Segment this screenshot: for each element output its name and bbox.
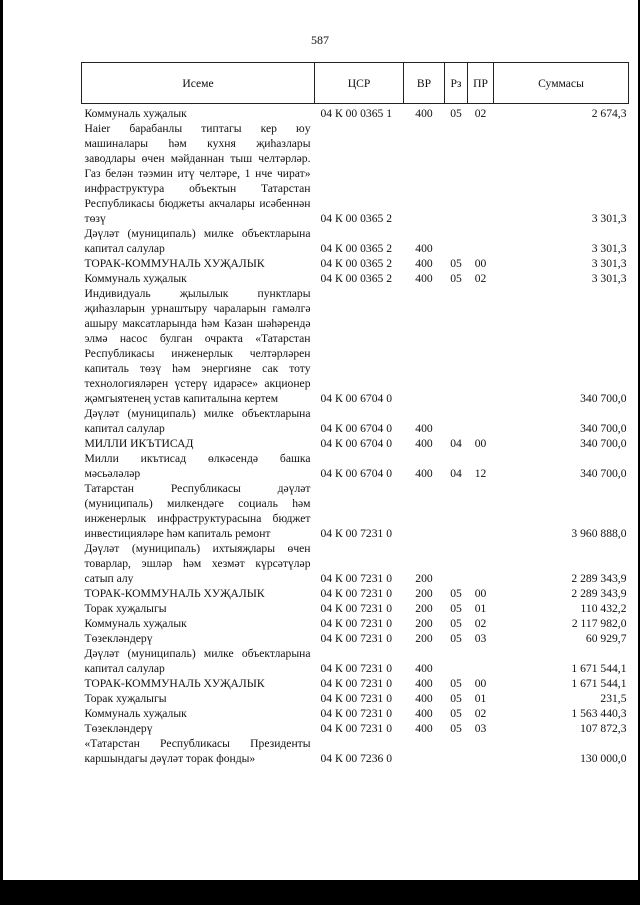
cell-name: Haier барабанлы типтагы кер юу машиналары һәм кухня җиһазлары заводлары өчен мәйданнан тыш челтәрләр. Газ белән тәэмин итү челтәре, 1 нче чират» инфраструктура объектын Татарстан Республикасы бюджеты акчалары исәбеннән төзү [84, 122, 311, 225]
table-row [82, 691, 629, 706]
cell-name: Татарстан Республикасы дәүләт (муниципаль) милкендәге социаль һәм инженерлык инфраструктурасына бюджет инвестицияләре һәм капиталь ремонт [84, 482, 311, 540]
cell-pr [468, 286, 494, 406]
cell-csr: 04 К 00 7236 0 [320, 752, 392, 765]
cell-name: Коммуналь хуҗалык [84, 707, 187, 720]
table-row [82, 646, 629, 676]
cell-vr: 200 [415, 617, 433, 630]
header-vr: ВР [404, 63, 445, 104]
cell-pr [468, 481, 494, 541]
cell-name: Төзекләндерү [84, 632, 153, 645]
cell-sum: 130 000,0 [580, 752, 627, 765]
table-row [82, 541, 629, 586]
cell-vr: 400 [415, 707, 433, 720]
cell-csr: 04 К 00 7231 0 [320, 692, 392, 705]
cell-csr: 04 К 00 0365 2 [320, 212, 392, 225]
cell-sum: 3 960 888,0 [571, 527, 627, 540]
cell-vr: 400 [415, 677, 433, 690]
cell-pr [468, 736, 494, 766]
cell-pr: 03 [474, 632, 487, 645]
cell-pr: 02 [474, 617, 487, 630]
cell-rz: 04 [450, 437, 462, 450]
cell-sum: 1 671 544,1 [571, 677, 627, 690]
cell-name: ТОРАК-КОММУНАЛЬ ХУҖАЛЫК [84, 257, 265, 270]
cell-vr: 400 [415, 107, 433, 120]
cell-pr: 00 [474, 677, 487, 690]
cell-name: Индивидуаль җылылык пунктлары җиһазларын урнаштыру чараларын гамәлгә ашыру максатларында һәм Казан шәһәрендә элмә насос булган очракта «Татарстан Республикасы инженерлык челтәрләрен капиталь төзү һәм энергияне сак тоту технологияләрен үстерү идарәсе» акционер җәмгыятенең устав капиталына кертем [84, 287, 311, 405]
header-row [82, 63, 629, 104]
cell-vr [404, 736, 445, 766]
header-name: Исеме [82, 63, 315, 104]
header-rz: Рз [445, 63, 468, 104]
cell-rz [445, 481, 468, 541]
cell-csr: 04 К 00 6704 0 [320, 392, 392, 405]
cell-pr [468, 226, 494, 256]
table-row [82, 676, 629, 691]
cell-rz: 05 [450, 677, 462, 690]
cell-pr: 03 [474, 722, 487, 735]
page-number: 587 [311, 33, 329, 47]
table-row [82, 616, 629, 631]
cell-rz: 05 [450, 602, 462, 615]
cell-rz: 05 [450, 587, 462, 600]
cell-pr: 01 [474, 692, 487, 705]
cell-name: Дәүләт (муниципаль) милке объектларына капитал салулар [84, 227, 311, 255]
cell-csr: 04 К 00 0365 2 [320, 242, 392, 255]
cell-vr: 400 [415, 437, 433, 450]
table-header [82, 63, 629, 104]
cell-csr: 04 К 00 7231 0 [320, 677, 392, 690]
table-row [82, 481, 629, 541]
cell-csr: 04 К 00 7231 0 [320, 587, 392, 600]
cell-pr: 01 [474, 602, 487, 615]
table-row [82, 271, 629, 286]
cell-csr: 04 К 00 6704 0 [320, 437, 392, 450]
cell-sum: 3 301,3 [591, 212, 627, 225]
cell-vr: 400 [415, 662, 433, 675]
cell-csr: 04 К 00 7231 0 [320, 617, 392, 630]
cell-name: ТОРАК-КОММУНАЛЬ ХУҖАЛЫК [84, 587, 265, 600]
table-row [82, 436, 629, 451]
cell-name: Дәүләт (муниципаль) милке объектларына капитал салулар [84, 407, 311, 435]
table-row [82, 631, 629, 646]
cell-vr: 200 [415, 572, 433, 585]
cell-rz: 05 [450, 272, 462, 285]
cell-sum: 1 563 440,3 [571, 707, 627, 720]
cell-csr: 04 К 00 7231 0 [320, 527, 392, 540]
cell-rz: 05 [450, 257, 462, 270]
scan-border-left [0, 0, 3, 905]
cell-name: Дәүләт (муниципаль) ихтыяҗлары өчен товарлар, эшләр һәм хезмәт күрсәтүләр сатып алу [84, 542, 311, 585]
cell-vr: 400 [415, 242, 433, 255]
cell-vr: 200 [415, 602, 433, 615]
cell-rz [445, 541, 468, 586]
cell-vr: 400 [415, 692, 433, 705]
cell-csr: 04 К 00 0365 2 [320, 257, 392, 270]
cell-vr: 400 [415, 722, 433, 735]
table-row [82, 586, 629, 601]
cell-pr: 02 [474, 707, 487, 720]
cell-sum: 110 432,2 [580, 602, 627, 615]
cell-sum: 107 872,3 [580, 722, 627, 735]
cell-rz: 05 [450, 722, 462, 735]
cell-name: Коммуналь хуҗалык [84, 107, 187, 120]
cell-sum: 2 289 343,9 [571, 572, 627, 585]
cell-sum: 340 700,0 [580, 437, 627, 450]
cell-csr: 04 К 00 6704 0 [320, 467, 392, 480]
table-body [82, 104, 629, 767]
cell-pr [468, 541, 494, 586]
cell-pr [468, 406, 494, 436]
cell-rz [445, 121, 468, 226]
cell-name: МИЛЛИ ИКЪТИСАД [84, 437, 194, 450]
cell-name: Төзекләндерү [84, 722, 153, 735]
cell-sum: 231,5 [600, 692, 627, 705]
cell-sum: 1 671 544,1 [571, 662, 627, 675]
cell-csr: 04 К 00 0365 2 [320, 272, 392, 285]
cell-sum: 3 301,3 [591, 242, 627, 255]
cell-rz [445, 406, 468, 436]
cell-vr: 400 [415, 467, 433, 480]
cell-pr: 02 [474, 272, 487, 285]
cell-name: «Татарстан Республикасы Президенты каршындагы дәүләт торак фонды» [84, 737, 311, 765]
cell-name: Дәүләт (муниципаль) милке объектларына капитал салулар [84, 647, 311, 675]
cell-vr: 200 [415, 587, 433, 600]
cell-csr: 04 К 00 7231 0 [320, 662, 392, 675]
cell-sum: 60 929,7 [585, 632, 627, 645]
cell-rz: 05 [450, 632, 462, 645]
header-sum: Суммасы [494, 63, 629, 104]
cell-rz: 05 [450, 617, 462, 630]
cell-vr [404, 481, 445, 541]
cell-csr: 04 К 00 7231 0 [320, 707, 392, 720]
cell-csr: 04 К 00 7231 0 [320, 572, 392, 585]
cell-vr [404, 286, 445, 406]
cell-pr: 00 [474, 437, 487, 450]
table-row [82, 286, 629, 406]
cell-pr: 02 [474, 107, 487, 120]
table-row [82, 406, 629, 436]
cell-sum: 3 301,3 [591, 257, 627, 270]
cell-sum: 3 301,3 [591, 272, 627, 285]
cell-csr: 04 К 00 7231 0 [320, 632, 392, 645]
budget-table [81, 62, 629, 766]
cell-rz: 05 [450, 692, 462, 705]
cell-csr: 04 К 00 0365 1 [320, 107, 392, 120]
table-row [82, 104, 629, 122]
cell-vr: 400 [415, 257, 433, 270]
cell-name: Торак хуҗалыгы [84, 692, 167, 705]
cell-pr: 00 [474, 587, 487, 600]
cell-rz: 05 [450, 107, 462, 120]
cell-vr: 400 [415, 272, 433, 285]
cell-rz: 05 [450, 707, 462, 720]
table-row [82, 601, 629, 616]
cell-sum: 340 700,0 [580, 467, 627, 480]
cell-sum: 340 700,0 [580, 422, 627, 435]
cell-vr [404, 121, 445, 226]
cell-sum: 340 700,0 [580, 392, 627, 405]
table-row [82, 256, 629, 271]
cell-pr: 12 [474, 467, 487, 480]
cell-name: ТОРАК-КОММУНАЛЬ ХУҖАЛЫК [84, 677, 265, 690]
cell-pr [468, 646, 494, 676]
cell-sum: 2 117 982,0 [571, 617, 627, 630]
cell-vr: 200 [415, 632, 433, 645]
cell-vr: 400 [415, 422, 433, 435]
table-row [82, 721, 629, 736]
cell-rz [445, 226, 468, 256]
cell-csr: 04 К 00 6704 0 [320, 422, 392, 435]
cell-pr [468, 121, 494, 226]
cell-name: Милли икътисад өлкәсендә башка мәсьәләләр [84, 452, 311, 480]
cell-csr: 04 К 00 7231 0 [320, 722, 392, 735]
header-pr: ПР [468, 63, 494, 104]
table-row [82, 736, 629, 766]
cell-rz: 04 [450, 467, 462, 480]
cell-rz [445, 736, 468, 766]
cell-sum: 2 674,3 [591, 107, 627, 120]
table-row [82, 451, 629, 481]
cell-rz [445, 646, 468, 676]
cell-pr: 00 [474, 257, 487, 270]
scan-border-bottom [0, 880, 640, 905]
table-row [82, 121, 629, 226]
cell-sum: 2 289 343,9 [571, 587, 627, 600]
cell-name: Торак хуҗалыгы [84, 602, 167, 615]
table-row [82, 226, 629, 256]
table-row [82, 706, 629, 721]
header-csr: ЦСР [315, 63, 404, 104]
cell-name: Коммуналь хуҗалык [84, 617, 187, 630]
cell-rz [445, 286, 468, 406]
cell-name: Коммуналь хуҗалык [84, 272, 187, 285]
cell-csr: 04 К 00 7231 0 [320, 602, 392, 615]
